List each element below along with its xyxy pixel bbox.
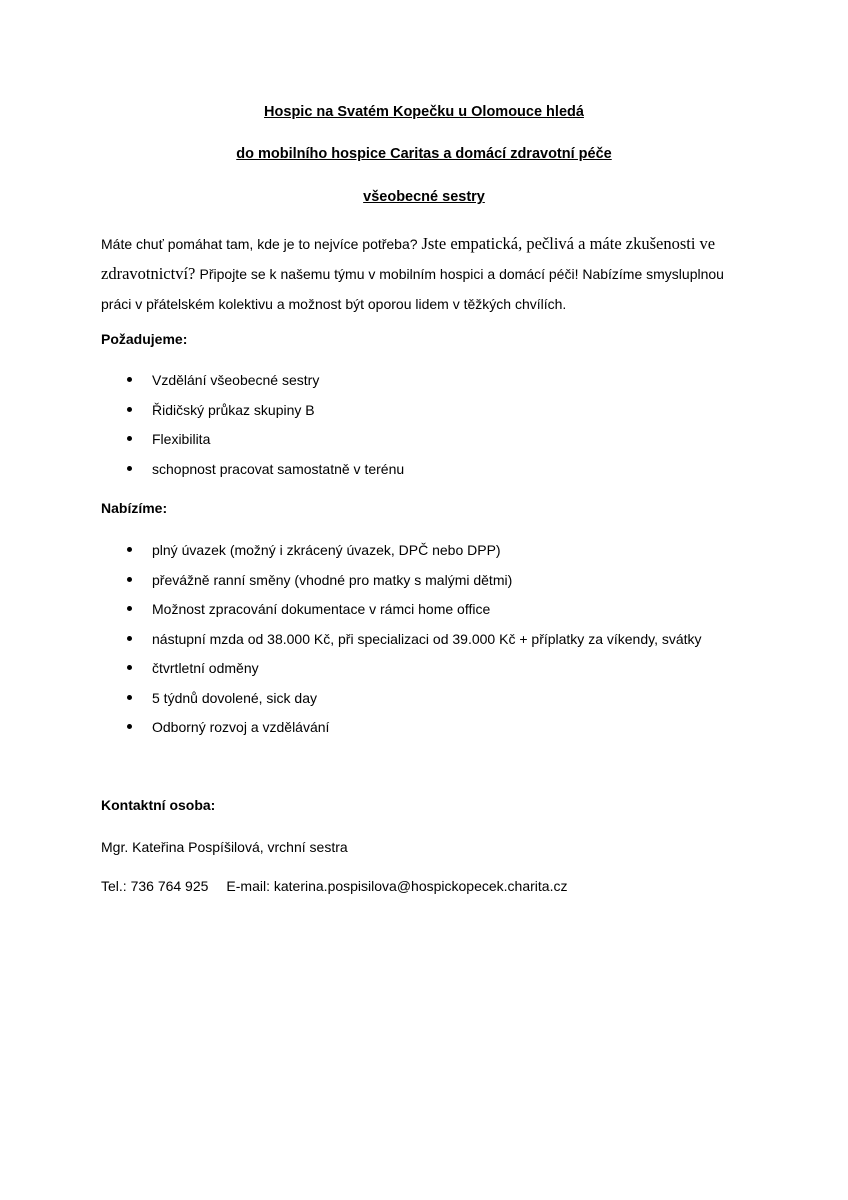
contact-person: Mgr. Kateřina Pospíšilová, vrchní sestra	[101, 839, 348, 855]
list-item-text: Odborný rozvoj a vzdělávání	[152, 719, 330, 735]
list-item-text: čtvrtletní odměny	[152, 660, 259, 676]
requirements-list	[101, 371, 781, 489]
intro-part-2: Jste empatická, pečlivá a máte zkušenosti ve zdravotnictví?	[101, 234, 716, 283]
list-item-text: 5 týdnů dovolené, sick day	[152, 689, 317, 706]
bullet-icon	[127, 724, 132, 729]
list-item-text: schopnost pracovat samostatně v terénu	[152, 460, 405, 477]
list-item	[101, 689, 781, 719]
bullet-icon	[127, 377, 132, 382]
list-item-text: Flexibilita	[152, 431, 211, 447]
list-item-text: Vzdělání všeobecné sestry	[152, 372, 320, 388]
heading-line-2: do mobilního hospice Caritas a domácí zdravotní péče	[236, 146, 612, 162]
contact-title: Kontaktní osoba:	[101, 797, 216, 813]
list-item-text: plný úvazek (možný i zkrácený úvazek, DPČ nebo DPP)	[152, 542, 501, 558]
list-item-text: Možnost zpracování dokumentace v rámci home office	[152, 601, 491, 617]
bullet-icon	[127, 547, 132, 552]
contact-phone: Tel.: 736 764 925	[101, 878, 209, 894]
list-item	[101, 371, 781, 401]
heading-line-3: všeobecné sestry	[363, 189, 485, 205]
intro-paragraph	[101, 229, 751, 319]
list-item	[101, 541, 781, 571]
bullet-icon	[127, 606, 132, 611]
intro-part-3: Připojte se k našemu týmu v mobilním hospici a domácí péči! Nabízíme smysluplnou práci v přátelském kolektivu a možnost být oporou lidem v těžkých chvílích.	[101, 266, 724, 312]
list-item-text: nástupní mzda od 38.000 Kč, při specializaci od 39.000 Kč + příplatky za víkendy, svátky	[152, 630, 702, 647]
bullet-icon	[127, 695, 132, 700]
requirements-title: Požadujeme:	[101, 331, 188, 347]
list-item	[101, 571, 781, 601]
bullet-icon	[127, 466, 132, 471]
list-item	[101, 430, 781, 460]
list-item-text: převážně ranní směny (vhodné pro matky s malými dětmi)	[152, 571, 513, 588]
bullet-icon	[127, 577, 132, 582]
list-item	[101, 718, 781, 748]
list-item	[101, 401, 781, 431]
offer-list	[101, 541, 781, 748]
list-item	[101, 600, 781, 630]
bullet-icon	[127, 636, 132, 641]
list-item-text: Řidičský průkaz skupiny B	[152, 401, 315, 418]
list-item	[101, 630, 781, 660]
contact-email: E-mail: katerina.pospisilova@hospickopecek.charita.cz	[226, 878, 568, 894]
list-item	[101, 460, 781, 490]
contact-details	[101, 878, 567, 894]
bullet-icon	[127, 436, 132, 441]
list-item	[101, 659, 781, 689]
bullet-icon	[127, 407, 132, 412]
intro-part-1: Máte chuť pomáhat tam, kde je to nejvíce potřeba?	[101, 236, 422, 252]
offer-title: Nabízíme:	[101, 500, 168, 516]
bullet-icon	[127, 665, 132, 670]
heading-line-1: Hospic na Svatém Kopečku u Olomouce hledá	[264, 104, 584, 120]
